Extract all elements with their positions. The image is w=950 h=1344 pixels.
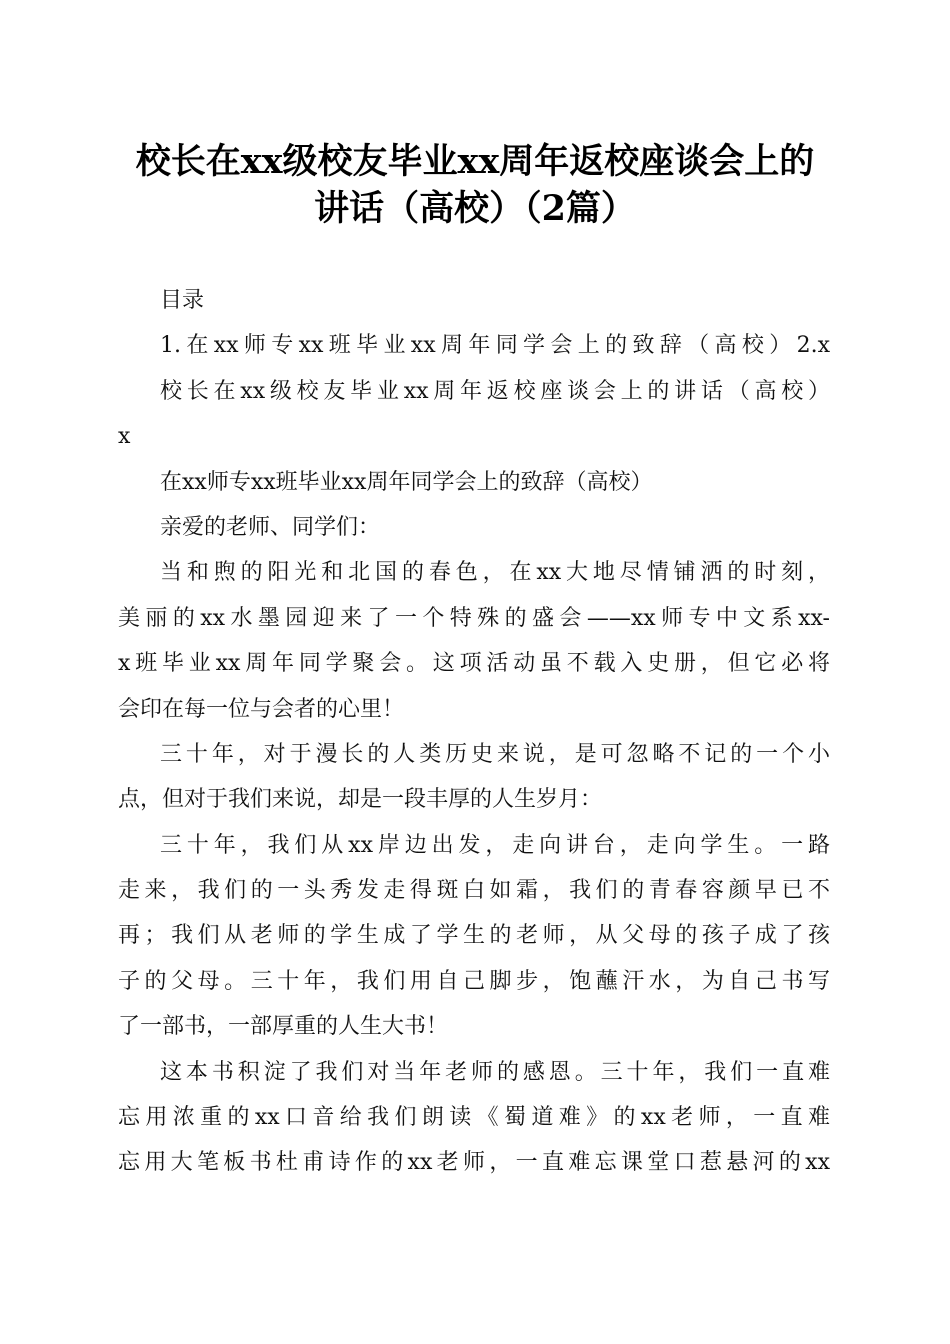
salutation: 亲爱的老师、同学们：: [160, 514, 381, 540]
document-body: [118, 278, 830, 1186]
toc-entry-line: 1.在xx师专xx班毕业xx周年同学会上的致辞（高校）2.x: [160, 333, 830, 359]
paragraph-line: 这本书积淀了我们对当年老师的感恩。三十年，我们一直难: [160, 1059, 830, 1085]
paragraph-line: 忘用浓重的xx口音给我们朗读《蜀道难》的xx老师，一直难: [118, 1105, 830, 1131]
paragraph-line: 会印在每一位与会者的心里！: [118, 696, 405, 722]
paragraph-line: 子的父母。三十年，我们用自己脚步，饱蘸汗水，为自己书写: [118, 968, 830, 994]
section-heading: 在xx师专xx班毕业xx周年同学会上的致辞（高校）: [160, 469, 653, 495]
paragraph-line: 点，但对于我们来说，却是一段丰厚的人生岁月：: [118, 787, 603, 813]
paragraph-line: 忘用大笔板书杜甫诗作的xx老师，一直难忘课堂口惹悬河的xx: [118, 1150, 830, 1176]
paragraph-line: 三十年，对于漫长的人类历史来说，是可忽略不记的一个小: [160, 741, 830, 767]
paragraph-line: 走来，我们的一头秀发走得斑白如霜，我们的青春容颜早已不: [118, 878, 830, 904]
paragraph-line: 当和煦的阳光和北国的春色，在xx大地尽情铺洒的时刻，: [160, 560, 830, 586]
paragraph-line: 美丽的xx水墨园迎来了一个特殊的盛会——xx师专中文系xx-: [118, 605, 830, 631]
toc-entry-line: 校长在xx级校友毕业xx周年返校座谈会上的讲话（高校）: [160, 378, 830, 404]
paragraph-line: x班毕业xx周年同学聚会。这项活动虽不载入史册，但它必将: [118, 651, 830, 677]
toc-entry-line: x: [118, 424, 131, 450]
toc-heading: 目录: [160, 288, 205, 313]
document-title-line-1: 校长在xx级校友毕业xx周年返校座谈会上的: [135, 141, 815, 182]
paragraph-line: 三十年，我们从xx岸边出发，走向讲台，走向学生。一路: [160, 832, 830, 858]
paragraph-line: 了一部书，一部厚重的人生大书！: [118, 1014, 449, 1040]
paragraph-line: 再；我们从老师的学生成了学生的老师，从父母的孩子成了孩: [118, 923, 830, 949]
document-title-line-2: 讲话（高校）（2篇）: [314, 188, 636, 229]
